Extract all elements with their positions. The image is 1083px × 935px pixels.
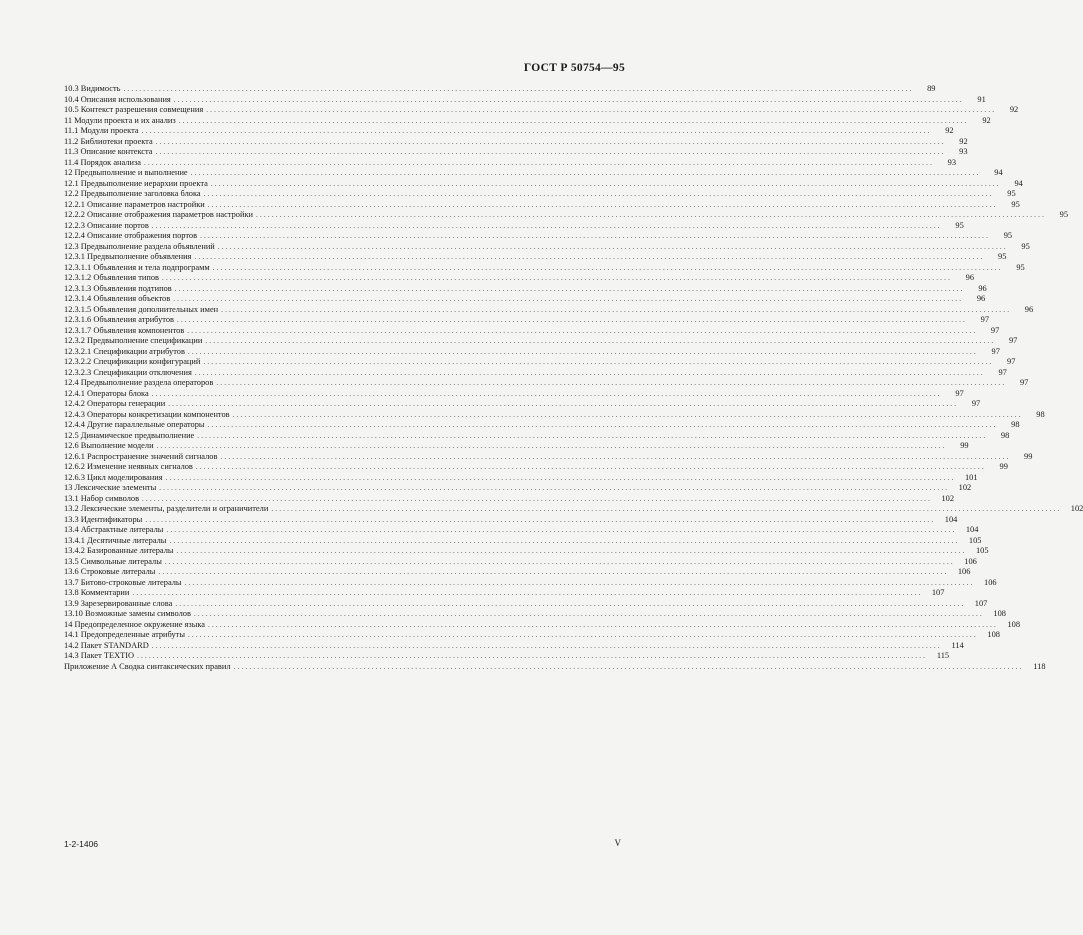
toc-entry-title: 10.4 Описания использования — [64, 94, 171, 104]
toc-entry-page: 104 — [965, 525, 979, 534]
toc-entry-page: 92 — [959, 136, 968, 146]
toc-entry-page: 102 — [958, 483, 972, 492]
page-number-roman: V — [614, 838, 621, 848]
toc-leader-dots: ........................................................................................................................................................................................................ — [200, 232, 991, 240]
toc-row — [64, 420, 1020, 431]
toc-entry-title: 12.3.2.1 Спецификации атрибутов — [64, 346, 185, 356]
toc-leader-dots: ........................................................................................................................................................................................................ — [132, 589, 923, 597]
toc-row — [64, 546, 989, 557]
toc-entry-title: 14.1 Предопределенные атрибуты — [64, 630, 185, 639]
toc-leader-dots: ........................................................................................................................................................................................................ — [151, 389, 942, 398]
toc-leader-dots: ........................................................................................................................................................................................................ — [169, 536, 960, 545]
toc-entry-page: 89 — [927, 84, 936, 93]
toc-entry-page: 95 — [1011, 199, 1020, 209]
toc-leader-dots: ........................................................................................................................................................................................................ — [178, 116, 969, 125]
toc-entry-page: 102 — [941, 493, 955, 503]
toc-entry-page: 96 — [965, 273, 975, 282]
toc-row — [64, 367, 1007, 379]
toc-row — [64, 640, 964, 652]
toc-row — [64, 157, 957, 169]
toc-entry-page: 114 — [951, 640, 964, 650]
toc-leader-dots: ........................................................................................................................................................................................................ — [210, 179, 1001, 188]
toc-entry-title: 13.3 Идентификаторы — [64, 514, 143, 524]
toc-leader-dots: ........................................................................................................................................................................................................ — [144, 158, 935, 167]
toc-entry-title: 12.2.1 Описание параметров настройки — [64, 199, 205, 209]
toc-entry-title: 13.1 Набор символов — [64, 493, 140, 503]
toc-leader-dots: ........................................................................................................................................................................................................ — [187, 347, 978, 356]
toc-row — [64, 273, 975, 284]
toc-entry-page: 97 — [998, 367, 1007, 377]
toc-leader-dots: ........................................................................................................................................................................................................ — [194, 368, 985, 377]
toc-entry-page: 95 — [1003, 231, 1013, 240]
toc-entry-page: 107 — [974, 598, 988, 608]
toc-entry-page: 91 — [977, 94, 986, 104]
toc-row — [64, 199, 1020, 211]
toc-leader-dots: ........................................................................................................................................................................................................ — [162, 274, 953, 282]
toc-row — [64, 115, 991, 127]
toc-entry-page: 97 — [955, 388, 964, 398]
toc-entry-title: 13.5 Символьные литералы — [64, 556, 162, 566]
toc-entry-page: 96 — [1024, 304, 1034, 314]
toc-entry-title: 12.6.2 Изменение неявных сигналов — [64, 462, 193, 471]
toc-row — [64, 147, 968, 158]
toc-row — [64, 346, 1000, 358]
toc-entry-title: 11.2 Библиотеки проекта — [64, 136, 153, 146]
toc-entry-title: 12.2.3 Описание портов — [64, 220, 149, 230]
toc-entry-title: 10.5 Контекст разрешения совмещения — [64, 105, 204, 114]
toc-leader-dots: ........................................................................................................................................................................................................ — [216, 379, 1007, 387]
toc-leader-dots: ........................................................................................................................................................................................................ — [177, 316, 967, 324]
toc-entry-title: 12.3.1.3 Объявления подтипов — [64, 283, 172, 293]
toc-entry-title: 12.3.1.5 Объявления дополнительных имен — [64, 304, 219, 314]
toc-leader-dots: ........................................................................................................................................................................................................ — [195, 463, 986, 471]
toc-entry-title: 12.3.1 Предвыполнение объявления — [64, 252, 192, 261]
toc-leader-dots: ........................................................................................................................................................................................................ — [176, 547, 967, 555]
toc-entry-page: 99 — [960, 441, 969, 450]
toc-row — [64, 168, 1003, 179]
toc-row — [64, 357, 1016, 368]
toc-leader-dots: ........................................................................................................................................................................................................ — [123, 85, 914, 93]
toc-row — [64, 136, 968, 148]
toc-entry-page: 106 — [964, 556, 977, 566]
toc-entry-page: 106 — [957, 567, 971, 576]
toc-leader-dots: ........................................................................................................................................................................................................ — [194, 253, 985, 261]
toc-leader-dots: ........................................................................................................................................................................................................ — [212, 263, 1003, 272]
toc-row — [64, 241, 1030, 253]
toc-leader-dots: ........................................................................................................................................................................................................ — [159, 484, 950, 492]
toc-entry-page: 93 — [947, 157, 957, 167]
toc-row — [64, 609, 1006, 620]
toc-leader-dots: ........................................................................................................................................................................................................ — [145, 515, 936, 524]
toc-entry-title: 13.8 Комментарии — [64, 588, 130, 597]
toc-entry-title: 12.2 Предвыполнение заголовка блока — [64, 189, 201, 198]
toc-entry-title: 11 Модули проекта и их анализ — [64, 115, 176, 125]
toc-leader-dots: ........................................................................................................................................................................................................ — [141, 127, 932, 135]
toc-entry-title: 14 Предопределенное окружение языка — [64, 619, 205, 629]
toc-row — [64, 304, 1034, 316]
toc-entry-title: 13.4.1 Десятичные литералы — [64, 535, 167, 545]
toc-row — [64, 262, 1025, 274]
toc-leader-dots: ........................................................................................................................................................................................................ — [155, 148, 946, 156]
toc-leader-dots: ........................................................................................................................................................................................................ — [271, 505, 1062, 513]
toc-entry-page: 94 — [1014, 178, 1023, 188]
toc-entry-page: 92 — [945, 126, 954, 135]
toc-entry-title: 13.7 Битово-строковые литералы — [64, 577, 182, 587]
toc-leader-dots: ........................................................................................................................................................................................................ — [233, 662, 1024, 671]
toc-entry-page: 98 — [1036, 409, 1045, 419]
toc-row — [64, 430, 1010, 442]
toc-entry-title: 12.4.1 Операторы блока — [64, 388, 149, 398]
toc-entry-page: 94 — [994, 168, 1003, 177]
toc-leader-dots: ........................................................................................................................................................................................................ — [156, 442, 947, 450]
toc-leader-dots: ........................................................................................................................................................................................................ — [197, 431, 988, 440]
toc-leader-dots: ........................................................................................................................................................................................................ — [220, 452, 1011, 461]
toc-row — [64, 598, 988, 610]
toc-row — [64, 105, 1019, 116]
toc-row — [64, 493, 955, 505]
toc-row — [64, 630, 1000, 641]
standard-header: ГОСТ Р 50754—95 — [523, 62, 625, 74]
toc-entry-page: 95 — [1059, 210, 1069, 219]
toc-entry-page: 101 — [964, 472, 978, 482]
toc-entry-title: 12.3 Предвыполнение раздела объявлений — [64, 241, 215, 251]
toc-entry-page: 92 — [1009, 105, 1019, 114]
toc-row — [64, 283, 987, 295]
toc-row — [64, 210, 1069, 221]
toc-row — [64, 556, 977, 568]
toc-row — [64, 462, 1008, 473]
toc-leader-dots: ........................................................................................................................................................................................................ — [217, 242, 1008, 251]
toc-entry-page: 96 — [978, 283, 987, 293]
toc-row — [64, 409, 1045, 421]
toc-row — [64, 220, 964, 232]
toc-entry-title: 10.3 Видимость — [64, 84, 121, 93]
toc-entry-page: 97 — [980, 315, 989, 324]
toc-entry-page: 95 — [1007, 189, 1016, 198]
toc-entry-title: 12.5 Динамическое предвыполнение — [64, 430, 195, 440]
toc-entry-title: Приложение А Сводка синтаксических правил — [64, 661, 231, 671]
toc-row — [64, 252, 1007, 263]
toc-entry-title: 12.3.2.2 Спецификации конфигураций — [64, 357, 201, 366]
toc-entry-title: 14.2 Пакет STANDARD — [64, 640, 149, 650]
toc-row — [64, 514, 958, 526]
toc-entry-page: 95 — [1016, 262, 1025, 272]
printer-code: 1-2-1406 — [64, 839, 99, 849]
toc-leader-dots: ........................................................................................................................................................................................................ — [173, 95, 964, 104]
toc-leader-dots: ........................................................................................................................................................................................................ — [207, 200, 998, 209]
toc-leader-dots: ........................................................................................................................................................................................................ — [142, 494, 933, 503]
toc-leader-dots: ........................................................................................................................................................................................................ — [221, 305, 1012, 314]
toc-entry-page: 97 — [971, 399, 981, 408]
toc-leader-dots: ........................................................................................................................................................................................................ — [173, 295, 964, 303]
toc-leader-dots: ........................................................................................................................................................................................................ — [151, 221, 942, 230]
toc-entry-title: 12.6 Выполнение модели — [64, 441, 154, 450]
toc-entry-title: 12.3.1.6 Объявления атрибутов — [64, 315, 174, 324]
toc-entry-title: 13.9 Зарезервированные слова — [64, 598, 173, 608]
toc-row — [64, 126, 954, 137]
toc-entry-title: 12 Предвыполнение и выполнение — [64, 168, 188, 177]
toc-entry-page: 97 — [1008, 336, 1018, 345]
toc-leader-dots: ........................................................................................................................................................................................................ — [203, 358, 994, 366]
toc-row — [64, 94, 986, 106]
toc-row — [64, 504, 1083, 515]
toc-entry-title: 14.3 Пакет TEXTIO — [64, 651, 135, 660]
toc-entry-page: 106 — [984, 577, 997, 587]
toc-entry-page: 98 — [1000, 430, 1010, 440]
toc-leader-dots: ........................................................................................................................................................................................................ — [155, 137, 946, 146]
toc-row — [64, 378, 1029, 389]
toc-leader-dots: ........................................................................................................................................................................................................ — [151, 641, 942, 650]
toc-entry-page: 98 — [1011, 420, 1020, 429]
toc-row — [64, 441, 969, 452]
toc-entry-title: 12.3.1.1 Объявления и тела подпрограмм — [64, 262, 210, 272]
toc-row — [64, 483, 972, 494]
toc-entry-title: 12.2.2 Описание отображения параметров настройки — [64, 210, 254, 219]
toc-row — [64, 336, 1018, 347]
toc-row — [64, 388, 964, 400]
toc-leader-dots: ........................................................................................................................................................................................................ — [166, 526, 957, 534]
toc-entry-page: 108 — [1007, 619, 1020, 629]
toc-entry-page: 96 — [976, 294, 986, 303]
toc-entry-title: 11.1 Модули проекта — [64, 126, 139, 135]
toc-leader-dots: ........................................................................................................................................................................................................ — [207, 421, 998, 429]
toc-row — [64, 178, 1023, 190]
toc-entry-page: 107 — [931, 588, 945, 597]
toc-row — [64, 619, 1020, 631]
toc-row — [64, 535, 982, 547]
toc-row — [64, 325, 1000, 337]
toc-entry-title: 12.3.1.4 Объявления объектов — [64, 294, 171, 303]
toc-entry-page: 95 — [998, 252, 1007, 261]
toc-leader-dots: ........................................................................................................................................................................................................ — [187, 326, 978, 335]
toc-entry-title: 12.3.2.3 Спецификации отключения — [64, 367, 192, 377]
toc-entry-page: 99 — [1024, 451, 1033, 461]
toc-entry-title: 12.3.2 Предвыполнение спецификации — [64, 336, 203, 345]
toc-entry-page: 97 — [991, 346, 1000, 356]
toc-leader-dots: ........................................................................................................................................................................................................ — [164, 557, 955, 566]
toc-entry-page: 108 — [987, 630, 1000, 639]
toc-leader-dots: ........................................................................................................................................................................................................ — [168, 400, 959, 408]
toc-entry-page: 95 — [955, 220, 964, 230]
toc-row — [64, 399, 981, 410]
toc-entry-title: 13.10 Возможные замены символов — [64, 609, 191, 618]
toc-entry-page: 118 — [1033, 661, 1046, 671]
toc-leader-dots: ........................................................................................................................................................................................................ — [165, 473, 956, 482]
toc-row — [64, 84, 936, 95]
toc-leader-dots: ........................................................................................................................................................................................................ — [206, 106, 997, 114]
toc-leader-dots: ........................................................................................................................................................................................................ — [184, 578, 975, 587]
toc-entry-title: 13.6 Строковые литералы — [64, 567, 156, 576]
toc-row — [64, 294, 986, 305]
toc-row — [64, 651, 950, 662]
toc-leader-dots: ........................................................................................................................................................................................................ — [232, 410, 1023, 419]
toc-entry-title: 12.2.4 Описание отображения портов — [64, 231, 198, 240]
toc-row — [64, 315, 989, 326]
toc-row — [64, 451, 1033, 463]
toc-entry-title: 11.3 Описание контекста — [64, 147, 153, 156]
toc-entry-page: 105 — [975, 546, 989, 555]
toc-leader-dots: ........................................................................................................................................................................................................ — [137, 652, 928, 660]
toc-entry-page: 97 — [1019, 378, 1029, 387]
toc-leader-dots: ........................................................................................................................................................................................................ — [187, 631, 978, 639]
toc-row — [64, 472, 978, 484]
toc-entry-page: 115 — [936, 651, 950, 660]
toc-leader-dots: ........................................................................................................................................................................................................ — [256, 211, 1047, 219]
toc-entry-page: 108 — [993, 609, 1006, 618]
toc-entry-title: 12.1 Предвыполнение иерархии проекта — [64, 178, 208, 188]
toc-leader-dots: ........................................................................................................................................................................................................ — [174, 284, 965, 293]
toc-entry-title: 12.4.3 Операторы конкретизации компонентов — [64, 409, 230, 419]
toc-leader-dots: ........................................................................................................................................................................................................ — [158, 568, 949, 576]
toc-row — [64, 525, 979, 536]
toc-entry-title: 12.3.1.7 Объявления компонентов — [64, 325, 185, 335]
toc-row — [64, 661, 1046, 673]
toc-entry-title: 13.2 Лексические элементы, разделители и ограничители — [64, 504, 269, 513]
toc-row — [64, 588, 945, 599]
toc-leader-dots: ........................................................................................................................................................................................................ — [193, 610, 984, 618]
toc-entry-page: 95 — [1021, 241, 1030, 251]
toc-entry-title: 12.4.2 Операторы генерации — [64, 399, 166, 408]
toc-leader-dots: ........................................................................................................................................................................................................ — [203, 190, 994, 198]
toc-entry-page: 97 — [990, 325, 1000, 335]
toc-row — [64, 567, 971, 578]
toc-row — [64, 231, 1013, 242]
toc-entry-title: 12.6.3 Цикл моделирования — [64, 472, 163, 482]
toc-entry-page: 99 — [999, 462, 1008, 471]
toc-entry-title: 13.4.2 Базированные литералы — [64, 546, 174, 555]
toc-entry-page: 105 — [968, 535, 982, 545]
toc-leader-dots: ........................................................................................................................................................................................................ — [190, 169, 981, 177]
toc-entry-page: 93 — [959, 147, 968, 156]
toc-entry-page: 92 — [982, 115, 991, 125]
toc-leader-dots: ........................................................................................................................................................................................................ — [175, 599, 966, 608]
toc-entry-title: 13 Лексические элементы — [64, 483, 157, 492]
table-of-contents — [64, 84, 1083, 672]
toc-entry-title: 12.4 Предвыполнение раздела операторов — [64, 378, 214, 387]
toc-row — [64, 577, 997, 589]
toc-entry-title: 11.4 Порядок анализа — [64, 157, 142, 167]
toc-leader-dots: ........................................................................................................................................................................................................ — [205, 337, 996, 345]
toc-entry-title: 13.4 Абстрактные литералы — [64, 525, 164, 534]
toc-leader-dots: ........................................................................................................................................................................................................ — [208, 620, 998, 629]
toc-entry-title: 12.6.1 Распространение значений сигналов — [64, 451, 218, 461]
toc-entry-title: 12.3.1.2 Объявления типов — [64, 273, 160, 282]
toc-row — [64, 189, 1016, 200]
toc-entry-title: 12.4.4 Другие параллельные операторы — [64, 420, 205, 429]
toc-entry-page: 104 — [944, 514, 958, 524]
toc-entry-page: 102 — [1070, 504, 1083, 513]
toc-entry-page: 97 — [1007, 357, 1016, 366]
